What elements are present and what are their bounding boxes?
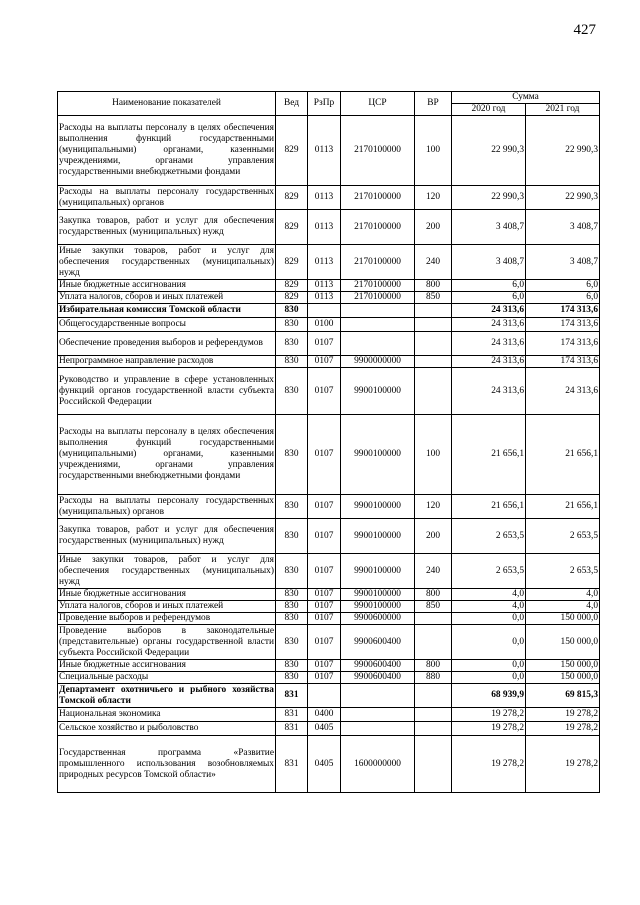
cell-s2021: 69 815,3 (526, 684, 600, 708)
cell-csr: 9900000000 (341, 356, 415, 368)
cell-vr: 120 (415, 495, 452, 519)
cell-s2020: 24 313,6 (452, 368, 526, 415)
cell-name: Общегосударственные вопросы (58, 318, 276, 332)
cell-csr: 9900100000 (341, 589, 415, 601)
cell-rzpr: 0107 (308, 368, 341, 415)
cell-ved: 831 (276, 722, 308, 736)
cell-name: Иные закупки товаров, работ и услуг для обеспечения государственных (муниципальных) нужд (59, 554, 274, 587)
cell-ved: 830 (276, 318, 308, 332)
cell-s2021: 150 000,0 (526, 660, 600, 672)
cell-csr: 9900600400 (341, 625, 415, 660)
cell-vr: 850 (415, 292, 452, 304)
cell-s2020: 24 313,6 (452, 318, 526, 332)
cell-s2021: 2 653,5 (526, 519, 600, 554)
cell-rzpr: 0113 (308, 245, 341, 280)
table-row (58, 736, 600, 793)
cell-s2020: 19 278,2 (452, 708, 526, 722)
cell-csr: 2170100000 (341, 210, 415, 245)
cell-name: Уплата налогов, сборов и иных платежей (58, 601, 276, 613)
table-row (58, 589, 600, 601)
cell-csr (341, 684, 415, 708)
cell-s2020: 3 408,7 (452, 210, 526, 245)
cell-vr: 800 (415, 280, 452, 292)
cell-rzpr: 0107 (308, 495, 341, 519)
cell-name: Иные бюджетные ассигнования (58, 660, 276, 672)
header-csr: ЦСР (341, 92, 415, 116)
cell-csr: 9900100000 (341, 601, 415, 613)
cell-s2021: 6,0 (526, 292, 600, 304)
header-vr: ВР (415, 92, 452, 116)
cell-s2020: 6,0 (452, 280, 526, 292)
cell-csr: 9900100000 (341, 368, 415, 415)
table-row (58, 368, 600, 415)
cell-ved: 831 (276, 684, 308, 708)
cell-s2021: 4,0 (526, 601, 600, 613)
cell-csr: 2170100000 (341, 245, 415, 280)
cell-s2020: 0,0 (452, 660, 526, 672)
cell-s2020: 24 313,6 (452, 304, 526, 318)
table-row (58, 210, 600, 245)
cell-vr (415, 722, 452, 736)
cell-name: Расходы на выплаты персоналу государственных (муниципальных) органов (59, 186, 274, 208)
cell-ved: 830 (276, 613, 308, 625)
cell-name: Иные бюджетные ассигнования (58, 589, 276, 601)
cell-s2020: 22 990,3 (452, 186, 526, 210)
cell-name: Руководство и управление в сфере установленных функций органов государственной власти субъекта Российской Федерации (58, 368, 276, 415)
cell-ved: 830 (276, 589, 308, 601)
cell-s2021: 24 313,6 (526, 368, 600, 415)
cell-csr: 2170100000 (341, 280, 415, 292)
cell-s2020: 4,0 (452, 601, 526, 613)
cell-s2020: 0,0 (452, 672, 526, 684)
table-row (58, 495, 600, 519)
table-row (58, 415, 600, 495)
cell-ved: 830 (276, 554, 308, 589)
table-row (58, 304, 600, 318)
cell-rzpr: 0100 (308, 318, 341, 332)
cell-csr (341, 304, 415, 318)
cell-vr: 120 (415, 186, 452, 210)
cell-name: Сельское хозяйство и рыболовство (58, 722, 276, 736)
table-row (58, 332, 600, 356)
table-row (58, 601, 600, 613)
cell-vr (415, 708, 452, 722)
cell-s2020: 21 656,1 (452, 495, 526, 519)
cell-ved: 831 (276, 708, 308, 722)
cell-rzpr: 0405 (308, 736, 341, 793)
cell-name: Закупка товаров, работ и услуг для обеспечения государственных (муниципальных) нужд (58, 519, 276, 554)
cell-vr: 240 (415, 245, 452, 280)
cell-csr: 2170100000 (341, 186, 415, 210)
cell-ved: 829 (276, 245, 308, 280)
cell-rzpr: 0107 (308, 332, 341, 356)
cell-s2021: 19 278,2 (526, 736, 600, 793)
cell-name: Специальные расходы (58, 672, 276, 684)
cell-vr: 880 (415, 672, 452, 684)
cell-name: Проведение выборов и референдумов (58, 613, 276, 625)
cell-rzpr: 0107 (308, 672, 341, 684)
header-year-2021: 2021 год (526, 104, 600, 116)
cell-name: Уплата налогов, сборов и иных платежей (58, 292, 276, 304)
page-number: 427 (573, 22, 596, 38)
cell-vr: 100 (415, 116, 452, 186)
cell-csr (341, 318, 415, 332)
cell-s2021: 150 000,0 (526, 672, 600, 684)
cell-s2021: 19 278,2 (526, 722, 600, 736)
cell-rzpr: 0113 (308, 280, 341, 292)
table-row (58, 625, 600, 660)
header-name: Наименование показателей (58, 92, 276, 116)
budget-table (57, 91, 600, 793)
cell-rzpr: 0107 (308, 625, 341, 660)
cell-s2021: 21 656,1 (526, 415, 600, 495)
header-year-2020: 2020 год (452, 104, 526, 116)
table-row (58, 684, 600, 708)
cell-rzpr: 0107 (308, 519, 341, 554)
cell-vr: 800 (415, 589, 452, 601)
cell-s2020: 19 278,2 (452, 722, 526, 736)
cell-rzpr: 0405 (308, 722, 341, 736)
table-row (58, 613, 600, 625)
table-row (58, 519, 600, 554)
cell-rzpr: 0107 (308, 613, 341, 625)
cell-s2021: 174 313,6 (526, 332, 600, 356)
cell-ved: 830 (276, 519, 308, 554)
cell-csr: 2170100000 (341, 116, 415, 186)
cell-s2021: 4,0 (526, 589, 600, 601)
cell-s2020: 0,0 (452, 625, 526, 660)
cell-s2021: 22 990,3 (526, 116, 600, 186)
cell-s2020: 2 653,5 (452, 519, 526, 554)
cell-s2020: 2 653,5 (452, 554, 526, 589)
cell-vr (415, 625, 452, 660)
cell-s2021: 3 408,7 (526, 245, 600, 280)
cell-vr: 200 (415, 519, 452, 554)
cell-rzpr: 0113 (308, 292, 341, 304)
cell-csr: 9900600400 (341, 672, 415, 684)
cell-s2021: 174 313,6 (526, 318, 600, 332)
cell-s2020: 0,0 (452, 613, 526, 625)
cell-vr (415, 368, 452, 415)
cell-rzpr (308, 304, 341, 318)
cell-s2021: 19 278,2 (526, 708, 600, 722)
table-row (58, 356, 600, 368)
cell-name: Проведение выборов в законодательные (представительные) органы государственной власти субъекта Российской Федерации (59, 625, 274, 658)
cell-s2020: 24 313,6 (452, 356, 526, 368)
cell-vr: 850 (415, 601, 452, 613)
cell-rzpr: 0107 (308, 415, 341, 495)
cell-name: Иные бюджетные ассигнования (58, 280, 276, 292)
cell-rzpr: 0113 (308, 186, 341, 210)
cell-rzpr: 0113 (308, 210, 341, 245)
table-row (58, 280, 600, 292)
cell-s2021: 21 656,1 (526, 495, 600, 519)
table-row (58, 554, 600, 589)
table-row (58, 660, 600, 672)
cell-rzpr (308, 684, 341, 708)
header-ved: Вед (276, 92, 308, 116)
cell-s2020: 4,0 (452, 589, 526, 601)
cell-s2020: 68 939,9 (452, 684, 526, 708)
cell-name: Закупка товаров, работ и услуг для обеспечения государственных (муниципальных) нужд (58, 210, 276, 245)
cell-rzpr: 0107 (308, 589, 341, 601)
cell-name: Расходы на выплаты персоналу в целях обеспечения выполнения функций государственными (муниципальными) органами, казенными учреждениями, органами управления государственными внебюджетными фондами (58, 116, 276, 186)
table-row (58, 245, 600, 280)
cell-s2021: 174 313,6 (526, 356, 600, 368)
table-row (58, 672, 600, 684)
cell-s2021: 2 653,5 (526, 554, 600, 589)
cell-ved: 831 (276, 736, 308, 793)
cell-csr: 9900100000 (341, 554, 415, 589)
cell-s2021: 22 990,3 (526, 186, 600, 210)
cell-s2020: 3 408,7 (452, 245, 526, 280)
table-row (58, 318, 600, 332)
cell-vr: 100 (415, 415, 452, 495)
cell-csr: 2170100000 (341, 292, 415, 304)
cell-ved: 830 (276, 304, 308, 318)
cell-vr (415, 318, 452, 332)
cell-ved: 830 (276, 495, 308, 519)
cell-name: Государственная программа «Развитие промышленного использования возобновляемых природных ресурсов Томской области» (58, 736, 276, 793)
cell-ved: 830 (276, 660, 308, 672)
cell-ved: 830 (276, 672, 308, 684)
header-rzpr: РзПр (308, 92, 341, 116)
cell-csr: 9900600000 (341, 613, 415, 625)
cell-csr (341, 332, 415, 356)
header-sum: Сумма (452, 92, 600, 104)
cell-vr: 240 (415, 554, 452, 589)
cell-name: Избирательная комиссия Томской области (58, 304, 276, 318)
cell-rzpr: 0400 (308, 708, 341, 722)
cell-s2020: 19 278,2 (452, 736, 526, 793)
cell-ved: 829 (276, 210, 308, 245)
cell-s2021: 150 000,0 (526, 625, 600, 660)
cell-rzpr: 0107 (308, 356, 341, 368)
cell-vr (415, 736, 452, 793)
cell-rzpr: 0107 (308, 554, 341, 589)
table-header (58, 92, 600, 116)
cell-ved: 829 (276, 186, 308, 210)
cell-ved: 830 (276, 332, 308, 356)
cell-csr: 1600000000 (341, 736, 415, 793)
cell-name: Национальная экономика (58, 708, 276, 722)
cell-rzpr: 0113 (308, 116, 341, 186)
cell-vr (415, 332, 452, 356)
cell-ved: 829 (276, 292, 308, 304)
cell-ved: 830 (276, 625, 308, 660)
cell-name: Обеспечение проведения выборов и референдумов (58, 332, 276, 356)
cell-s2020: 6,0 (452, 292, 526, 304)
cell-vr (415, 304, 452, 318)
cell-name: Расходы на выплаты персоналу в целях обеспечения выполнения функций государственными (муниципальными) органами, казенными учреждениями, органами управления государственными внебюджетными фондами (58, 415, 276, 495)
cell-rzpr: 0107 (308, 601, 341, 613)
cell-s2020: 22 990,3 (452, 116, 526, 186)
cell-s2021: 3 408,7 (526, 210, 600, 245)
cell-ved: 830 (276, 356, 308, 368)
cell-ved: 830 (276, 601, 308, 613)
cell-ved: 829 (276, 116, 308, 186)
cell-csr: 9900100000 (341, 495, 415, 519)
cell-vr (415, 684, 452, 708)
cell-csr (341, 708, 415, 722)
cell-s2020: 24 313,6 (452, 332, 526, 356)
table-body (58, 116, 600, 793)
cell-ved: 830 (276, 368, 308, 415)
table-row (58, 116, 600, 186)
cell-s2021: 6,0 (526, 280, 600, 292)
cell-csr: 9900100000 (341, 519, 415, 554)
cell-vr (415, 356, 452, 368)
cell-ved: 829 (276, 280, 308, 292)
cell-name: Непрограммное направление расходов (58, 356, 276, 368)
cell-s2020: 21 656,1 (452, 415, 526, 495)
cell-name: Иные закупки товаров, работ и услуг для обеспечения государственных (муниципальных) нужд (59, 245, 274, 278)
table-row (58, 722, 600, 736)
cell-name: Департамент охотничьего и рыбного хозяйства Томской области (59, 684, 274, 706)
cell-csr: 9900100000 (341, 415, 415, 495)
cell-rzpr: 0107 (308, 660, 341, 672)
cell-csr: 9900600400 (341, 660, 415, 672)
table-row (58, 708, 600, 722)
cell-s2021: 150 000,0 (526, 613, 600, 625)
cell-ved: 830 (276, 415, 308, 495)
cell-s2021: 174 313,6 (526, 304, 600, 318)
table-row (58, 292, 600, 304)
cell-name: Расходы на выплаты персоналу государственных (муниципальных) органов (59, 495, 274, 517)
cell-vr: 800 (415, 660, 452, 672)
table-row (58, 186, 600, 210)
cell-vr (415, 613, 452, 625)
cell-vr: 200 (415, 210, 452, 245)
cell-csr (341, 722, 415, 736)
